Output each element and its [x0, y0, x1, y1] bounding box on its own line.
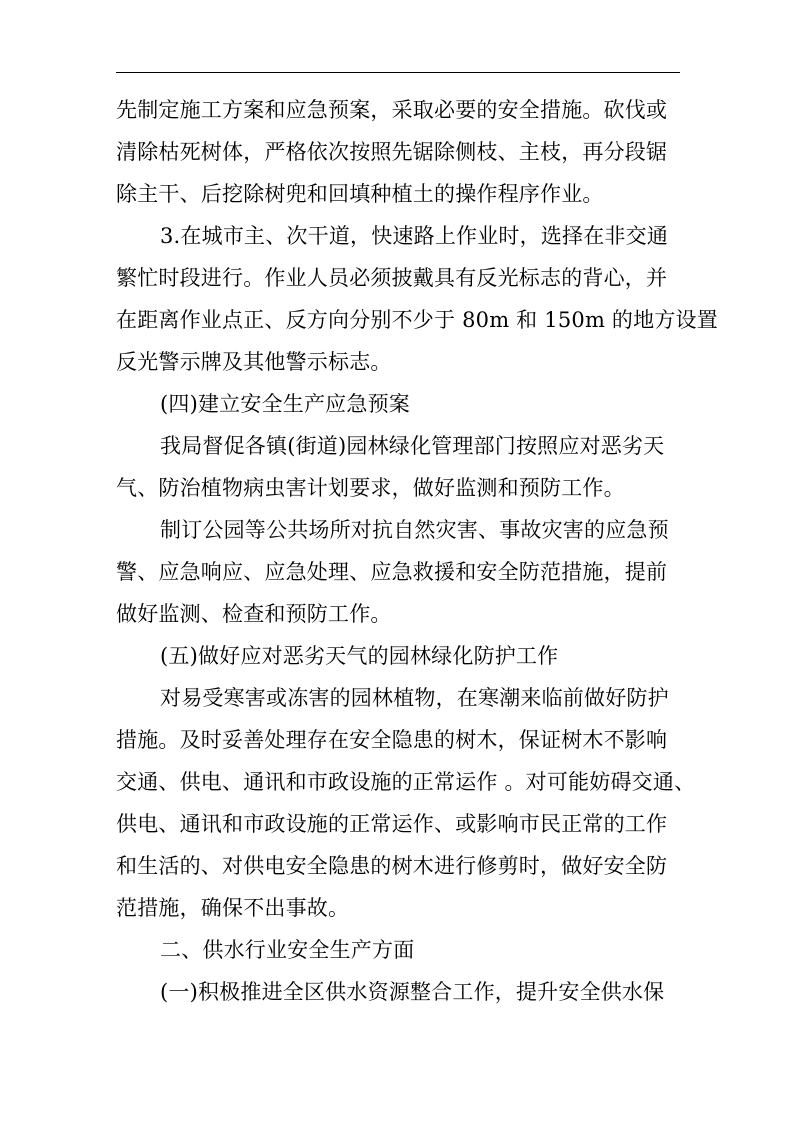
- header-rule: [116, 72, 680, 73]
- text-line: 3.在城市主、次干道，快速路上作业时，选择在非交通: [160, 224, 669, 248]
- section-heading: (一)积极推进全区供水资源整合工作，提升安全供水保: [160, 980, 665, 1004]
- text-line: 措施。及时妥善处理存在安全隐患的树木，保证树木不影响: [116, 728, 668, 752]
- text-line: 制订公园等公共场所对抗自然灾害、事故灾害的应急预: [160, 518, 669, 542]
- text-line: 和生活的、对供电安全隐患的树木进行修剪时，做好安全防: [116, 854, 668, 878]
- section-heading: (四)建立安全生产应急预案: [160, 392, 410, 416]
- text-line: 反光警示牌及其他警示标志。: [116, 350, 392, 374]
- text-line: 清除枯死树体，严格依次按照先锯除侧枝、主枝，再分段锯: [116, 140, 668, 164]
- text-line: 气、防治植物病虫害计划要求，做好监测和预防工作。: [116, 476, 625, 500]
- text-line: 警、应急响应、应急处理、应急救援和安全防范措施，提前: [116, 560, 668, 584]
- text-line: 范措施，确保不出事故。: [116, 896, 350, 920]
- text-line: 我局督促各镇(街道)园林绿化管理部门按照应对恶劣天: [160, 434, 665, 458]
- text-line: 在距离作业点正、反方向分别不少于 80m 和 150m 的地方设置: [116, 308, 718, 332]
- text-line: 对易受寒害或冻害的园林植物，在寒潮来临前做好防护: [160, 686, 669, 710]
- text-line: 除主干、后挖除树兜和回填种植土的操作程序作业。: [116, 182, 604, 206]
- section-heading: (五)做好应对恶劣天气的园林绿化防护工作: [160, 644, 559, 668]
- text-line: 先制定施工方案和应急预案，采取必要的安全措施。砍伐或: [116, 98, 668, 122]
- text-line: 交通、供电、通讯和市政设施的正常运作 。对可能妨碍交通、: [116, 770, 696, 794]
- text-line: 供电、通讯和市政设施的正常运作、或影响市民正常的工作: [116, 812, 668, 836]
- text-line: 做好监测、检查和预防工作。: [116, 602, 392, 626]
- text-line: 繁忙时段进行。作业人员必须披戴具有反光标志的背心，并: [116, 266, 668, 290]
- section-heading: 二、供水行业安全生产方面: [160, 938, 415, 962]
